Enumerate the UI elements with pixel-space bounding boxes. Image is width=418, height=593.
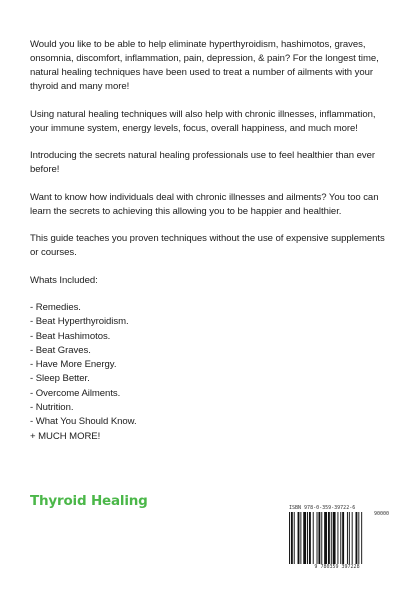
list-item: - What You Should Know. <box>30 416 137 428</box>
barcode-stripe <box>337 512 338 564</box>
isbn-number: ISBN 978-0-359-39722-6 <box>289 505 356 511</box>
list-item: - Overcome Ailments. <box>30 387 121 399</box>
barcode-stripe <box>307 512 308 564</box>
barcode-stripe <box>361 512 362 564</box>
list-item: - Beat Hashimotos. <box>30 330 111 342</box>
barcode-bars <box>289 512 387 564</box>
barcode-stripe <box>291 512 293 564</box>
isbn-barcode <box>283 505 391 574</box>
list-item: - Sleep Better. <box>30 373 90 385</box>
barcode-stripe <box>318 512 320 564</box>
barcode-stripe <box>300 512 301 564</box>
list-item: - Beat Hyperthyroidism. <box>30 316 129 328</box>
barcode-stripe <box>342 512 344 564</box>
barcode-number: 9 780359 397228 <box>314 564 360 570</box>
secrets-paragraph: Introducing the secrets natural healing professionals use to feel healthier than ever before! <box>30 150 375 175</box>
list-item: - Have More Energy. <box>30 359 117 371</box>
barcode-stripe <box>324 512 327 564</box>
list-item: - Nutrition. <box>30 402 74 414</box>
question-paragraph: Want to know how individuals deal with chronic illnesses and ailments? You too can learn the secrets to achieving this allowing you to be happier and healthier. <box>30 191 379 217</box>
price-code: 90000 <box>373 511 389 517</box>
isbn-label <box>289 505 389 517</box>
guide-paragraph: This guide teaches you proven techniques without the use of expensive supplements or courses. <box>30 233 385 258</box>
barcode-stripe <box>303 512 306 564</box>
back-cover-text <box>30 38 392 444</box>
list-item: - Beat Graves. <box>30 344 91 356</box>
included-list <box>30 301 392 444</box>
barcode-stripe <box>347 512 348 564</box>
barcode-stripe <box>289 512 290 564</box>
barcode-stripe <box>309 512 311 564</box>
included-heading: Whats Included: <box>30 274 98 286</box>
barcode-stripe <box>358 512 359 564</box>
list-item: - Remedies. <box>30 302 81 313</box>
barcode-stripe <box>352 512 353 564</box>
barcode-stripe <box>328 512 330 564</box>
brand-title: Thyroid Healing <box>30 493 148 509</box>
barcode-stripe <box>294 512 295 564</box>
barcode-stripe <box>356 512 358 564</box>
barcode-stripe <box>340 512 341 564</box>
list-item: + MUCH MORE! <box>30 430 101 442</box>
barcode-stripe <box>298 512 300 564</box>
barcode-stripe <box>321 512 322 564</box>
benefits-paragraph: Using natural healing techniques will also help with chronic illnesses, inflammation, your immune system, energy levels, focus, overall happiness, and much more! <box>30 108 376 134</box>
intro-paragraph: Would you like to be able to help eliminate hyperthyroidism, hashimotos, graves, onsomnia, discomfort, inflammation, pain, depression, & pain? For the longest time, natural healing techniques have been used to treat a number of ailments with your thyroid and many more! <box>30 39 379 92</box>
barcode-stripe <box>331 512 332 564</box>
barcode-stripe <box>313 512 314 564</box>
barcode-stripe <box>349 512 350 564</box>
barcode-stripe <box>317 512 318 564</box>
barcode-stripe <box>333 512 336 564</box>
